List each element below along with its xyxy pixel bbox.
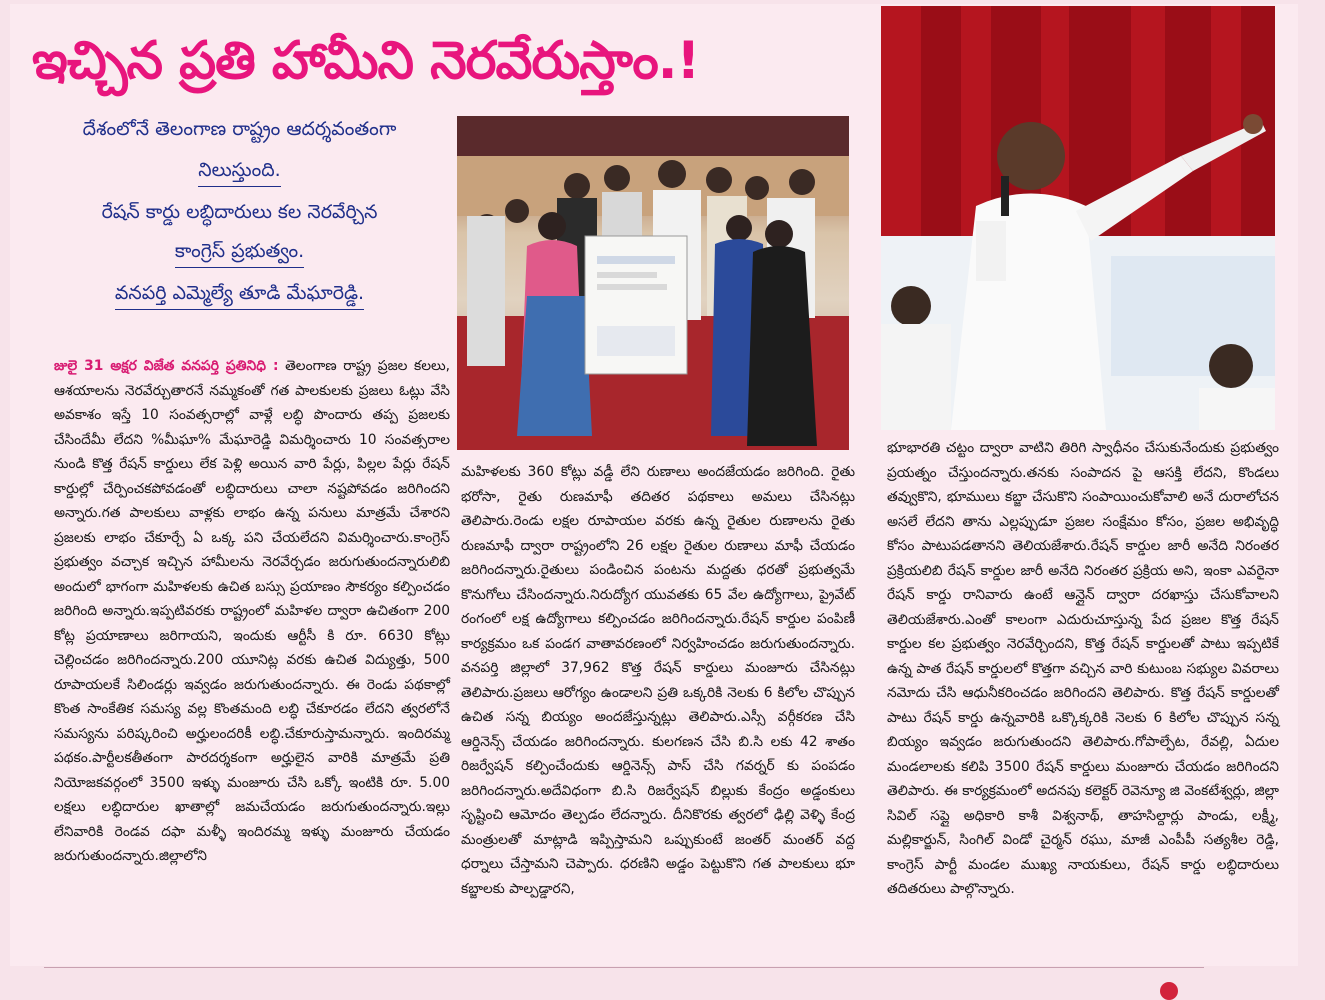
article-column-1 — [54, 354, 450, 869]
photo-1-illustration — [457, 116, 849, 450]
subheads — [32, 116, 447, 322]
newspaper-page — [10, 4, 1298, 966]
subhead-4: కాంగ్రెస్ ప్రభుత్వం. — [175, 238, 304, 268]
article-column-3 — [887, 436, 1279, 902]
article-text-col2: మహిళలకు 360 కోట్లు వడ్డీ లేని రుణాలు అందజేయడం జరిగింది. రైతు భరోసా, రైతు రుణమాఫీ తదితర పథకాలు అమలు చేసినట్లు తెలిపారు.రెండు లక్షల రూపాయల వరకు ఉన్న రైతుల రుణాలను రైతు రుణమాఫీ ద్వారా రాష్ట్రంలోని 26 లక్షల రైతుల రుణాలు మాఫీ చేయడం జరిగిందన్నారు.రైతులు పండించిన పంటను మద్దతు ధరతో ప్రభుత్వమే కొనుగోలు చేసిందన్నారు.నిరుద్యోగ యువతకు 65 వేల ఉద్యోగాలు, ప్రైవేట్ రంగంలో లక్ష ఉద్యోగాలు కల్పించడం జరిగిందన్నారు.రేషన్ కార్డుల పంపిణీ కార్యక్రమం ఒక పండగ వాతావరణంలో నిర్వహించడం జరుగుతుందన్నారు. వనపర్తి జిల్లాలో 37,962 కొత్త రేషన్ కార్డులు మంజూరు చేసినట్లు తెలిపారు.ప్రజలు ఆరోగ్యం ఉండాలని ప్రతి ఒక్కరికి నెలకు 6 కిలోల చొప్పున ఉచిత సన్న బియ్యం అందజేస్తున్నట్లు తెలిపారు.ఎస్సీ వర్గీకరణ చేసి ఆర్డినెన్స్ చేయడం జరిగిందన్నారు. కులగణన చేసి బి.సి లకు 42 శాతం రిజర్వేషన్ కల్పించేందుకు ఆర్డినెన్స్ పాస్ చేసి గవర్నర్ కు పంపడం జరిగిందన్నారు.అదేవిధంగా బి.సి రిజర్వేషన్ బిల్లుకు కేంద్రం అడ్డంకులు సృష్టించి ఆమోదం తెల్పడం లేదన్నారు. దీనికొరకు త్వరలో ఢిల్లి వెళ్ళి కేంద్ర మంత్రులతో మాట్లాడి ఇప్పిస్తామని ఒప్పుకుంటే జంతర్ మంతర్ వద్ద ధర్నాలు చేస్తామని చెప్పారు. ధరణిని అడ్డం పెట్టుకొని గత పాలకులు భూ కబ్జాలకు పాల్పడ్డారని, — [461, 464, 855, 897]
article-text-col3: భూభారతి చట్టం ద్వారా వాటిని తిరిగి స్వాధీనం చేసుకునేందుకు ప్రభుత్వం ప్రయత్నం చేస్తుందన్నారు.తనకు సంపాదన పై ఆసక్తి లేదని, కొండలు తవ్వుకొని, భూములు కబ్జా చేసుకొని సంపాయించుకోవాలి అనే దురాలోచన అసలే లేదని తాను ఎల్లప్పుడూ ప్రజల సంక్షేమం కోసం, ప్రజల అభివృద్ధి కోసం పాటుపడతానని తెలియజేశారు.రేషన్ కార్డుల జారీ అనేది నిరంతర ప్రక్రియలిబి రేషన్ కార్డుల జారీ అనేది నిరంతర ప్రక్రియ అని, ఇంకా ఎవరైనా రేషన్ కార్డు రానివారు ఉంటే ఆన్లైన్ ద్వారా దరఖాస్తు చేసుకోవాలని తెలియజేశారు.ఎంతో కాలంగా ఎదురుచూస్తున్న పేద ప్రజల కొత్త రేషన్ కార్డుల కల ప్రభుత్వం నెరవేర్చిందని, కొత్త రేషన్ కార్డులతో పాటు ఇప్పటికే ఉన్న పాత రేషన్ కార్డులలో కొత్తగా వచ్చిన వారి కుటుంబ సభ్యుల వివరాలు నమోదు చేసి ఆధునీకరించడం జరిగిందని తెలిపారు. కొత్త రేషన్ కార్డులతో పాటు రేషన్ కార్డు ఉన్నవారికి ఒక్కొక్కరికి నెలకు 6 కిలోల చొప్పున సన్న బియ్యం ఇవ్వడం జరుగుతుందని తెలిపారు.గోపాల్పేట, రేవల్లి, ఏదుల మండలాలకు కలిపి 3500 రేషన్ కార్డులు మంజూరు చేయడం జరిగిందని తెలిపారు. ఈ కార్యక్రమంలో అదనపు కలెక్టర్ రెవెన్యూ జి వెంకటేశ్వర్లు, జిల్లా సివిల్ సప్లై అధికారి కాశీ విశ్వనాథ్, తాహసిల్దార్లు పాండు, లక్ష్మీ, మల్లికార్జున్, సింగిల్ విండో చైర్మన్ రఘు, మాజీ ఎంపీపీ సత్యశీల రెడ్డి, కాంగ్రెస్ పార్టీ మండల ముఖ్య నాయకులు, రేషన్ కార్డు లబ్ధిదారులు తదితరులు పాల్గొన్నారు. — [887, 440, 1279, 897]
article-column-2 — [461, 460, 855, 901]
photo-mla-speaking — [881, 6, 1275, 430]
photo-ration-card-distribution — [457, 116, 849, 450]
dateline: జులై 31 అక్షర విజేత వనపర్తి ప్రతినిధి : — [54, 358, 279, 374]
subhead-3: రేషన్ కార్డు లబ్ధిదారులు కల నెరవేర్చిన — [101, 201, 378, 223]
page-corner-dot — [1160, 982, 1178, 1000]
subhead-1: దేశంలోనే తెలంగాణ రాష్ట్రం ఆదర్శవంతంగా — [82, 118, 397, 140]
headline: ఇచ్చిన ప్రతి హామీని నెరవేరుస్తాం.! — [32, 31, 700, 91]
bottom-rule — [44, 967, 1204, 968]
article-text-col1: తెలంగాణ రాష్ట్ర ప్రజల కలలు, ఆశయాలను నెరవేర్చుతారనే నమ్మకంతో గత పాలకులకు ప్రజలు ఓట్లు వేసి అవకాశం ఇస్తే 10 సంవత్సరాల్లో వాళ్లే లబ్ధి పొందారు తప్ప ప్రజలకు చేసిందేమీ లేదని %మీఘా% మేఘారెడ్డి విమర్శించారు 10 సంవత్సరాల నుండి కొత్త రేషన్ కార్డులు లేక పెళ్లి అయిన వారి పేర్లు, పిల్లల పేర్లు రేషన్ కార్డుల్లో చేర్పించకపోవడంతో లబ్ధిదారులు చాలా నష్టపోవడం జరిగిందని అన్నారు.గత పాలకులు వాళ్లకు లాభం ఉన్న పనులు మాత్రమే చేశారని ప్రజలకు లాభం చేకూర్చే ఏ ఒక్క పని చేయలేదని విమర్శించారు.కాంగ్రెస్ ప్రభుత్వం వచ్చాక ఇచ్చిన హామీలను నెరవేర్చడం జరుగుతుందన్నారులిబి అందులో భాగంగా మహిళలకు ఉచిత బస్సు ప్రయాణం సౌకర్యం కల్పించడం జరిగింది అన్నారు.ఇప్పటివరకు రాష్ట్రంలో మహిళల ద్వారా ఉచితంగా 200 కోట్ల ప్రయాణాలు జరిగాయని, ఇందుకు ఆర్టీసీ కి రూ. 6630 కోట్లు చెల్లించడం జరిగిందన్నారు.200 యూనిట్ల వరకు ఉచిత విద్యుత్తు, 500 రూపాయలకే సిలిండర్లు ఇవ్వడం జరుగుతుందన్నారు. ఈ రెండు పథకాల్లో కొంత సాంకేతిక సమస్య వల్ల కొంతమంది లబ్ధి చేకూరడం లేదని త్వరలోనే సమస్యను పరిష్కరించి అర్హులందరికీ లబ్ధి.చేకూరుస్తామన్నారు. ఇందిరమ్మ పథకం.పార్టీలకతీతంగా పారదర్శకంగా అర్హులైన వారికి మాత్రమే ప్రతి నియోజకవర్గంలో 3500 ఇళ్ళు మంజూరు చేసి ఒక్కో ఇంటికి రూ. 5.00 లక్షలు లబ్ధిదారుల ఖాతాల్లో జమచేయడం జరుగుతుందన్నారు.ఇల్లు లేనివారికి రెండవ దఫా మళ్ళీ ఇందిరమ్మ ఇళ్ళు మంజూరు చేయడం జరుగుతుందన్నారు.జిల్లాలోని — [54, 358, 450, 864]
photo-2-illustration — [881, 6, 1275, 430]
subhead-5: వనపర్తి ఎమ్మెల్యే తూడి మేఘారెడ్డి. — [115, 280, 364, 310]
subhead-2: నిలుస్తుంది. — [198, 157, 280, 187]
